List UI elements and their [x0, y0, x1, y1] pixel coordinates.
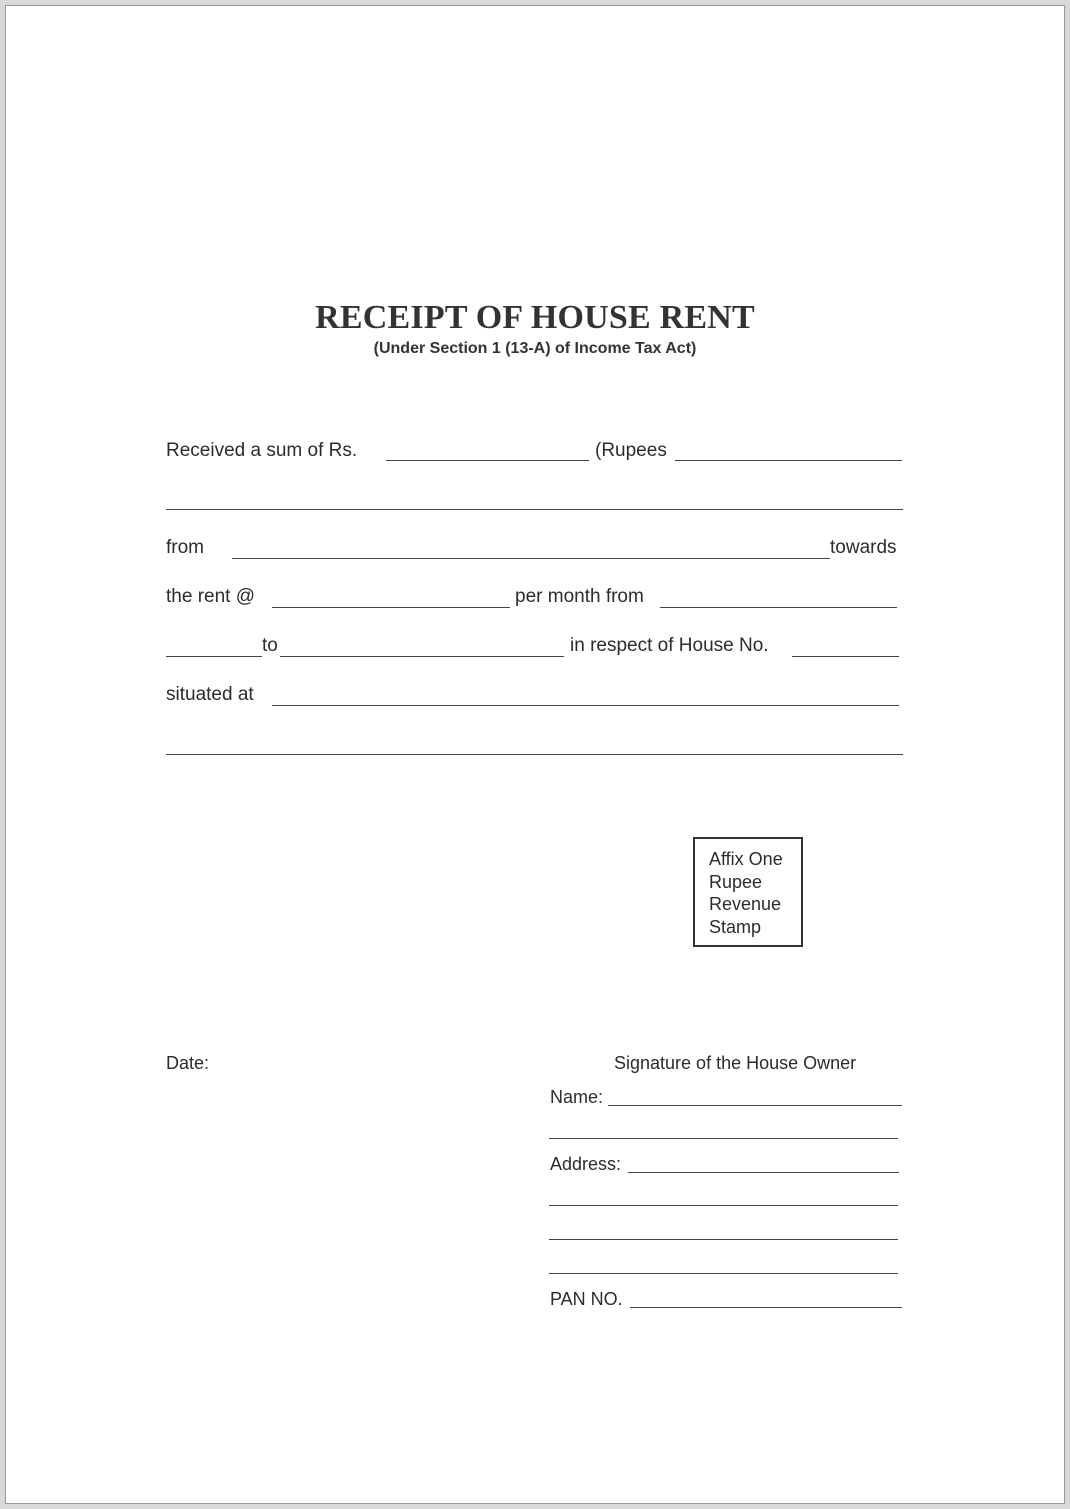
- stamp-text-line: Rupee: [709, 871, 763, 892]
- owner-name-line: [608, 1105, 902, 1106]
- date-label: Date:: [166, 1053, 210, 1073]
- situated-at-label: situated at: [166, 684, 254, 705]
- the-rent-label: the rent @: [166, 586, 255, 607]
- address-line-2: [166, 754, 903, 755]
- per-month-from-label: per month from: [515, 586, 644, 607]
- rupees-words-line-2: [166, 509, 903, 510]
- towards-label: towards: [830, 537, 897, 558]
- period-start-line: [660, 607, 897, 608]
- stamp-text-line: Stamp: [709, 916, 762, 937]
- to-label: to: [262, 635, 278, 656]
- owner-name-line-2: [549, 1138, 898, 1139]
- receipt-page: [5, 5, 1065, 1504]
- address-label: Address:: [550, 1154, 622, 1174]
- in-respect-label: in respect of House No.: [570, 635, 769, 656]
- from-label: from: [166, 537, 204, 558]
- received-sum-label: Received a sum of Rs.: [166, 440, 358, 461]
- rupees-label: (Rupees: [595, 440, 667, 461]
- name-label: Name:: [550, 1087, 604, 1107]
- stamp-text-line: Revenue: [709, 894, 782, 914]
- address-line: [272, 705, 899, 706]
- owner-address-line-2: [549, 1205, 898, 1206]
- amount-line: [386, 460, 589, 461]
- tenant-name-line: [232, 558, 830, 559]
- rupees-words-line: [675, 460, 902, 461]
- document-subtitle: (Under Section 1 (13-A) of Income Tax Act): [373, 340, 697, 357]
- document-title: RECEIPT OF HOUSE RENT: [315, 299, 755, 336]
- owner-address-line: [628, 1172, 899, 1173]
- rent-rate-line: [272, 607, 510, 608]
- owner-address-line-3: [549, 1239, 898, 1240]
- pan-number-line: [630, 1307, 902, 1308]
- pan-label: PAN NO.: [550, 1289, 623, 1309]
- owner-address-line-4: [549, 1273, 898, 1274]
- period-end-line: [280, 656, 564, 657]
- revenue-stamp-box: [693, 837, 803, 947]
- period-start-line-2: [166, 656, 262, 657]
- signature-label: Signature of the House Owner: [614, 1053, 857, 1073]
- stamp-text-line: Affix One: [709, 849, 783, 869]
- house-number-line: [792, 656, 899, 657]
